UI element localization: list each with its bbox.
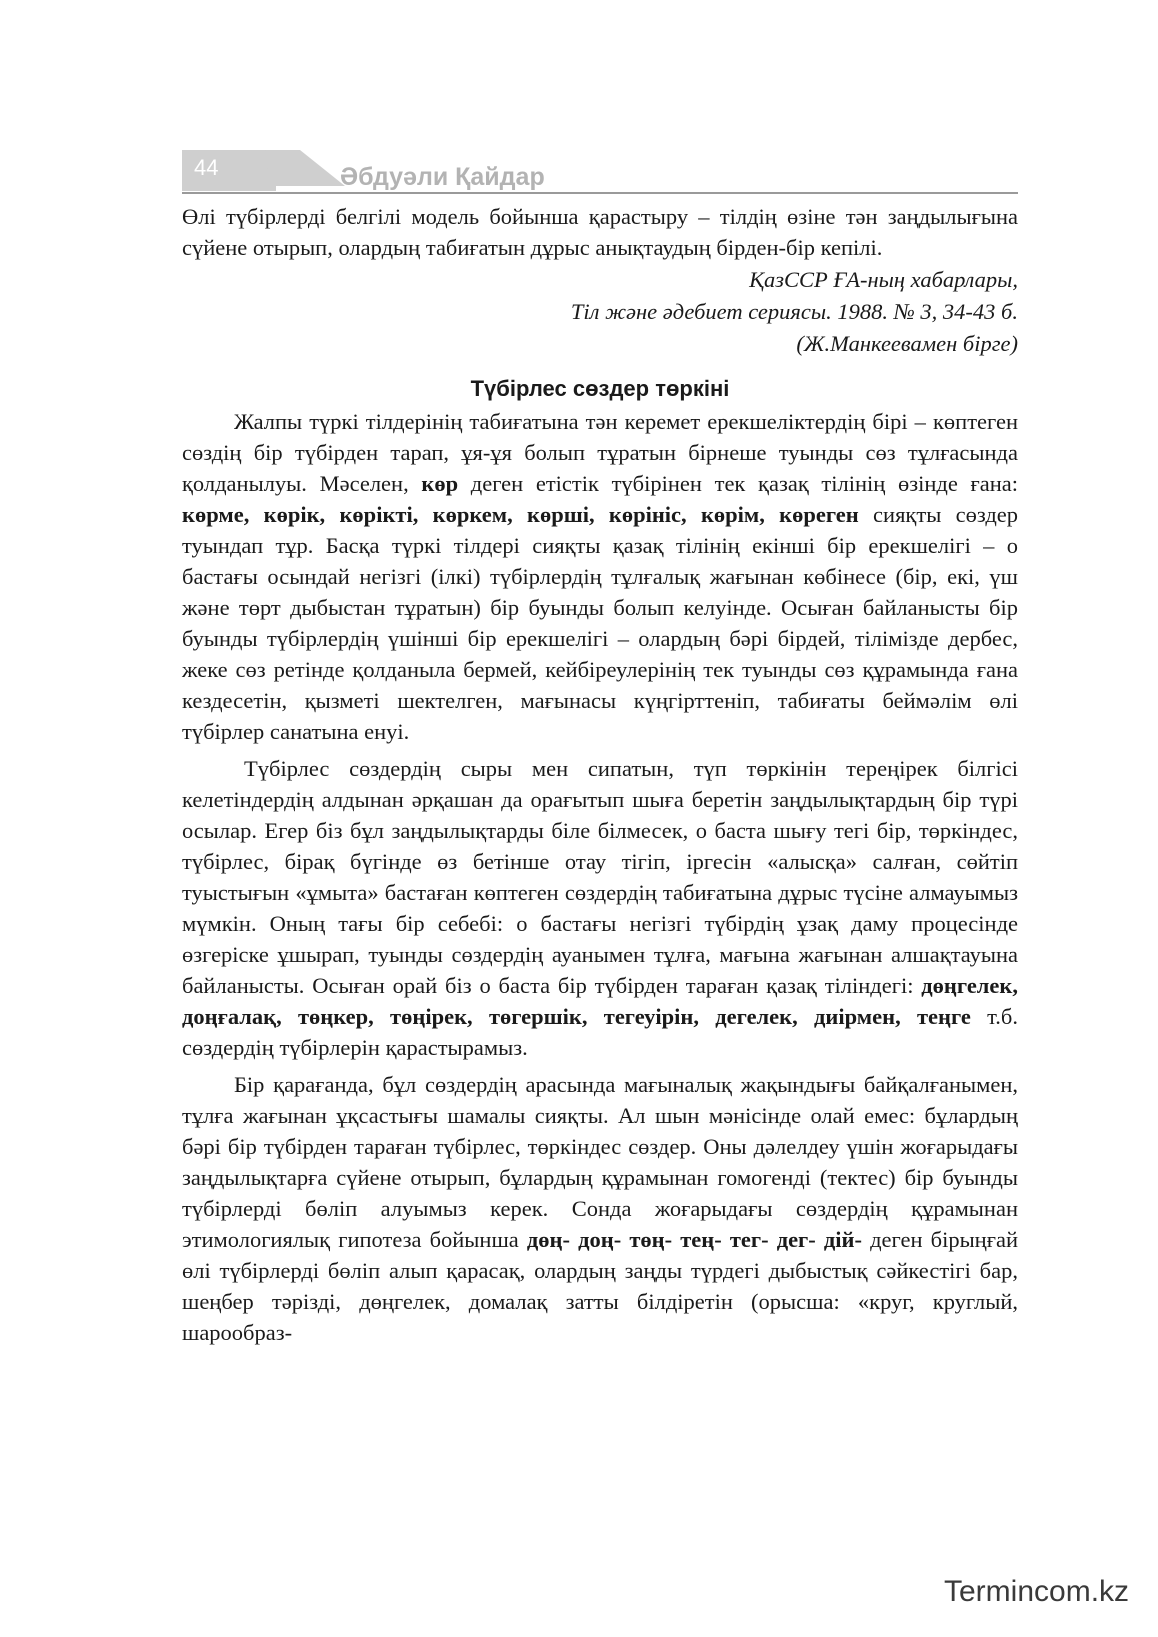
p2-bold-1: дөңгелек, доңғалақ, төңкер, төңірек, төгершік, тегеуірін, дегелек, диірмен, теңге bbox=[182, 973, 1018, 1029]
p3-bold-1: дөң- доң- төң- тең- тег- дег- дій- bbox=[526, 1227, 862, 1252]
p1-text-3: сияқты сөздер туындап тұр. Басқа түркі тілдері сияқты қазақ тілінің екінші бір ерекшелігі – о бастағы осындай негізгі (ілкі) түбірлердің тұлғалық жағынан көбінесе (бір, екі, үш және төрт дыбыстан тұратын) бір буынды болып келуінде. Осыған байланысты бір буынды түбірлердің үшінші бір ерекшелігі – олардың бәрі бірдей, тілімізде дербес, жеке сөз ретінде қолданыла бермей, кейбіреулерінің тек туынды сөз құрамында ғана кездесетін, қызметі шектелген, мағынасы күңгірттеніп, табиғаты беймәлім өлі түбірлер санатына енуі. bbox=[182, 502, 1018, 744]
header-arrow-shape bbox=[0, 0, 1158, 200]
watermark-logo: Termincom.kz bbox=[944, 1575, 1130, 1608]
paragraph-1 bbox=[182, 406, 1018, 747]
paragraph-2 bbox=[182, 753, 1018, 1063]
page-number: 44 bbox=[194, 155, 219, 180]
paragraph-3 bbox=[182, 1069, 1018, 1348]
p1-text-2: деген етістік түбірінен тек қазақ тілінің өзінде ғана: bbox=[458, 471, 1018, 496]
header-rule bbox=[182, 192, 1018, 194]
p1-bold-1: көр bbox=[421, 471, 459, 496]
section-title: Түбірлес сөздер төркіні bbox=[470, 376, 730, 401]
running-head-author: Әбдуәли Қайдар bbox=[340, 163, 545, 191]
p2-text-2: т.б. сөздердің түбірлерін қарастырамыз. bbox=[182, 1004, 1019, 1060]
source-citation bbox=[182, 264, 1018, 360]
p3-text-1: Бір қарағанда, бұл сөздердің арасында мағыналық жақындығы байқалғанымен, тұлға жағынан ұқсастығы шамалы сияқты. Ал шын мәнісінде олай емес: бұлардың бәрі бір түбірден тараған түбірлес, төркіндес сөздер. Оны дәлелдеу үшін жоғарыдағы заңдылықтарға сүйене отырып, бұлардың құрамынан гомогенді (тектес) бір буынды түбірлерді бөліп алуымыз керек. Сонда жоғарыдағы сөздердің құрамынан этимологиялық гипотеза бойынша bbox=[182, 1072, 1018, 1252]
source-line-1: ҚазССР ҒА-ның хабарлары, bbox=[749, 267, 1018, 292]
page-header bbox=[0, 0, 1158, 200]
page-content bbox=[182, 201, 1018, 1348]
intro-paragraph: Өлі түбірлерді белгілі модель бойынша қарастыру – тілдің өзіне тән заңдылығына сүйене отырып, олардың табиғатын дұрыс анықтаудың бірден-бір кепілі. bbox=[182, 204, 1018, 260]
p1-bold-2: көрме, көрік, көрікті, көркем, көрші, көрініс, көрім, көреген bbox=[182, 502, 859, 527]
p1-text-1: Жалпы түркі тілдерінің табиғатына тән керемет ерекшеліктердің бірі – көптеген сөздің бір түбірден тарап, ұя-ұя болып тұратын бірнеше туынды сөз тұлғасында қолданылуы. Мәселен, bbox=[182, 409, 1018, 496]
source-line-3: (Ж.Манкеевамен бірге) bbox=[796, 331, 1018, 356]
p2-text-1: Түбірлес сөздердің сыры мен сипатын, түп төркінін тереңірек білгісі келетіндердің алдынан әрқашан да орағытып шыға беретін заңдылықтардың бір түрі осылар. Егер біз бұл заңдылықтарды біле білмесек, о баста шығу тегі бір, төркіндес, түбірлес, бірақ бүгінде өз бетінше отау тігіп, іргесін «алысқа» салған, сөйтіп туыстығын «ұмыта» бастаған көптеген сөздердің табиғатына дұрыс түсіне алмауымыз мүмкін. Оның тағы бір себебі: о бастағы негізгі түбірдің ұзақ даму процесінде өзгеріске ұшырап, туынды сөздердің ауанымен тұлға, мағына жағынан алшақтауына байланысты. Осыған орай біз о баста бір түбірден тараған қазақ тіліндегі: bbox=[182, 756, 1018, 998]
p3-text-2: деген бірыңғай өлі түбірлерді бөліп алып қарасақ, олардың заңды түрдегі дыбыстық сәйкестігі бар, шеңбер тәрізді, дөңгелек, домалақ затты білдіретін (орысша: «круг, круглый, шарообраз- bbox=[182, 1227, 1018, 1345]
source-line-2: Тіл және әдебиет сериясы. 1988. № 3, 34-43 б. bbox=[570, 299, 1018, 324]
